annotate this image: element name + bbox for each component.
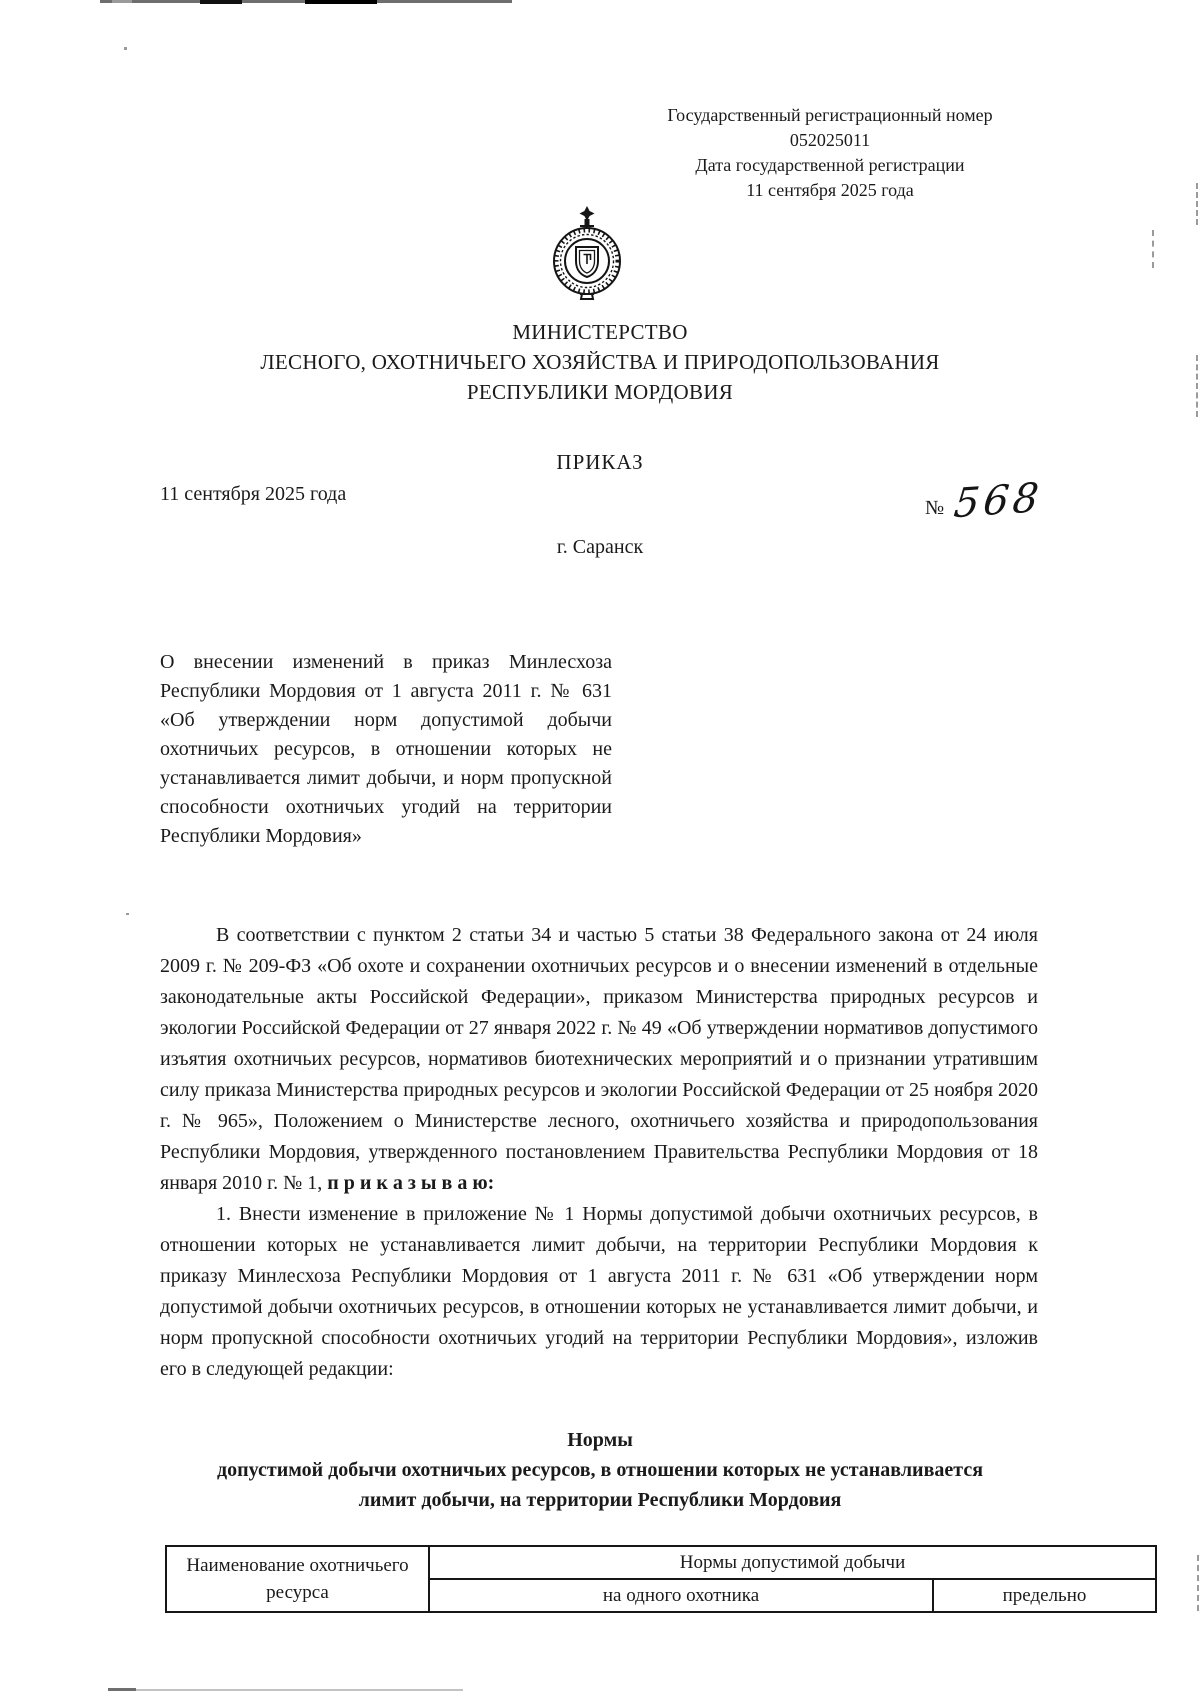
body-paragraph-1 bbox=[160, 920, 1038, 1199]
subject-paragraph: О внесении изменений в приказ Минлесхоза Республики Мордовия от 1 августа 2011 г. № 631 «Об утверждении норм допустимой добычи охотничьих ресурсов, в отношении которых не устанавливается лимит добычи, и норм пропускной способности охотничьих угодий на территории Республики Мордовия» bbox=[160, 651, 612, 847]
scan-artifact-top-strip bbox=[100, 0, 512, 3]
body-paragraph-1-text: В соответствии с пунктом 2 статьи 34 и частью 5 статьи 38 Федерального закона от 24 июля 2009 г. № 209-ФЗ «Об охоте и сохранении охотничьих ресурсов и о внесении изменений в отдельные законодательные акты Российской Федерации», приказом Министерства природных ресурсов и экологии Российской Федерации от 27 января 2022 г. № 49 «Об утверждении нормативов допустимого изъятия охотничьих ресурсов, нормативов биотехнических мероприятий и о признании утратившим силу приказа Министерства природных ресурсов и экологии Российской Федерации от 25 ноября 2020 г. № 965», Положением о Министерстве лесного, охотничьего хозяйства и природопользования Республики Мордовия, утвержденного постановлением Правительства Республики Мордовия от 18 января 2010 г. № 1, bbox=[160, 924, 1038, 1194]
table-header-resource-name: Наименование охотничьего ресурса bbox=[166, 1546, 429, 1612]
scan-artifact-top-blob bbox=[305, 0, 377, 4]
table-header-limit: предельно bbox=[933, 1579, 1156, 1612]
table-header-norms-group: Нормы допустимой добычи bbox=[429, 1546, 1156, 1579]
annex-title-line1: Нормы bbox=[567, 1429, 633, 1451]
scan-artifact-edge-dash bbox=[1197, 1555, 1199, 1611]
scan-artifact-dot bbox=[126, 913, 129, 915]
scan-artifact-top-specks bbox=[112, 0, 132, 3]
norms-table bbox=[165, 1545, 1157, 1613]
registration-number: 052025011 bbox=[789, 130, 871, 150]
ministry-name-line3: РЕСПУБЛИКИ МОРДОВИЯ bbox=[466, 380, 734, 404]
registration-date: 11 сентября 2025 года bbox=[746, 180, 914, 200]
ministry-name-line1: МИНИСТЕРСТВО bbox=[512, 320, 688, 344]
scan-artifact-edge-dash bbox=[1196, 183, 1198, 225]
registration-block bbox=[620, 103, 1040, 203]
coat-of-arms-icon bbox=[550, 206, 624, 307]
registration-date-label: Дата государственной регистрации bbox=[695, 155, 965, 175]
body-paragraph-2: 1. Внести изменение в приложение № 1 Нормы допустимой добычи охотничьих ресурсов, в отношении которых не устанавливается лимит добычи, на территории Республики Мордовия к приказу Минлесхоза Республики Мордовия от 1 августа 2011 г. № 631 «Об утверждении норм допустимой добычи охотничьих ресурсов, в отношении которых не устанавливается лимит добычи, и норм пропускной способности охотничьих угодий на территории Республики Мордовия», изложив его в следующей редакции: bbox=[160, 1203, 1038, 1380]
scan-artifact-top-blob bbox=[200, 0, 242, 4]
registration-number-label: Государственный регистрационный номер bbox=[667, 105, 993, 125]
ministry-name-line2: ЛЕСНОГО, ОХОТНИЧЬЕГО ХОЗЯЙСТВА И ПРИРОДОПОЛЬЗОВАНИЯ bbox=[260, 350, 940, 374]
number-sign: № bbox=[925, 497, 945, 519]
annex-title-line2: допустимой добычи охотничьих ресурсов, в отношении которых не устанавливается bbox=[216, 1459, 984, 1481]
annex-title bbox=[0, 1425, 1200, 1515]
ministry-name bbox=[0, 317, 1200, 407]
order-number bbox=[925, 474, 1045, 528]
table-header-per-hunter: на одного охотника bbox=[429, 1579, 933, 1612]
scan-artifact-bottom-dash bbox=[108, 1688, 136, 1691]
scan-artifact-edge-dash bbox=[1152, 230, 1154, 268]
document-type: ПРИКАЗ bbox=[556, 450, 644, 474]
scan-artifact-bottom-line bbox=[108, 1689, 463, 1691]
order-date: 11 сентября 2025 года bbox=[160, 483, 347, 505]
body-text bbox=[160, 920, 1038, 1385]
decree-word: п р и к а з ы в а ю: bbox=[327, 1172, 495, 1194]
city: г. Саранск bbox=[556, 536, 644, 558]
annex-title-line3: лимит добычи, на территории Республики Мордовия bbox=[358, 1489, 842, 1511]
order-number-handwritten: 568 bbox=[951, 474, 1045, 528]
scan-artifact-dot bbox=[124, 47, 127, 50]
